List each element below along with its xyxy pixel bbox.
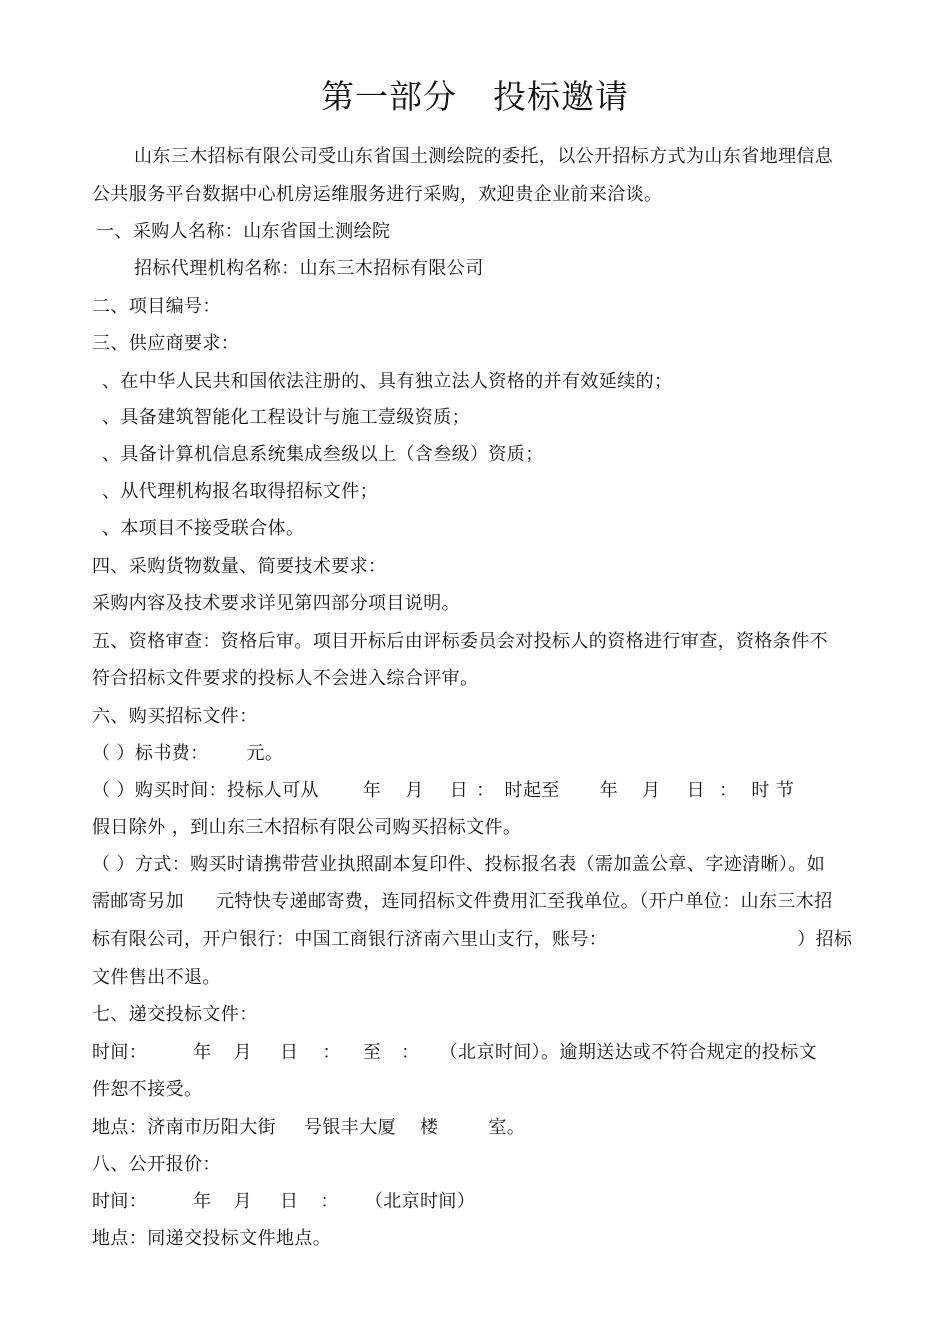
requirement-item: 、从代理机构报名取得招标文件； bbox=[102, 481, 378, 502]
beijing-time-note: （北京时间） bbox=[364, 1191, 476, 1212]
qualification-line-2: 符合招标文件要求的投标人不会进入综合评审。 bbox=[92, 668, 479, 689]
colon: ： bbox=[322, 1042, 341, 1063]
to-label: 至 bbox=[362, 1042, 382, 1063]
beijing-time-note: （北京时间）。逾期送达或不符合规定的投标文 bbox=[439, 1042, 818, 1063]
fee-line bbox=[92, 742, 283, 766]
colon: ： bbox=[476, 780, 495, 801]
year-label: 年 bbox=[362, 780, 382, 801]
purchase-method-line-3 bbox=[92, 928, 852, 952]
month-label: 月 bbox=[642, 780, 661, 801]
opening-time bbox=[92, 1190, 475, 1214]
colon: ： bbox=[718, 780, 738, 801]
page-title bbox=[0, 74, 950, 120]
intro-line-2: 公共服务平台数据中心机房运维服务进行采购，欢迎贵企业前来洽谈。 bbox=[92, 184, 663, 205]
requirement-item: 、具备计算机信息系统集成叁级以上（含叁级）资质； bbox=[102, 444, 544, 465]
year-label: 年 bbox=[193, 1191, 212, 1212]
intro-line-1: 山东三木招标有限公司受山东省国土测绘院的委托，以公开招标方式为山东省地理信息 bbox=[134, 146, 834, 167]
place-room: 室。 bbox=[488, 1117, 526, 1138]
mail-fee-text: 元特快专递邮寄费，连同招标文件费用汇至我单位。（开户单位：山东三木招 bbox=[216, 891, 833, 912]
place-building: 号银丰大厦 bbox=[304, 1117, 396, 1138]
qualification-line-1: 五、资格审查：资格后审。项目开标后由评标委员会对投标人的资格进行审查，资格条件不 bbox=[92, 631, 828, 652]
time-label: 时间： bbox=[92, 1042, 148, 1063]
title-main: 投标邀请 bbox=[493, 77, 629, 116]
time-label: 时间： bbox=[92, 1191, 148, 1212]
purchase-time-line-2: 假日除外 ，到山东三木招标有限公司购买招标文件。 bbox=[92, 817, 522, 838]
day-label: 日 bbox=[280, 1191, 299, 1212]
purchase-docs-heading: 六、购买招标文件： bbox=[92, 706, 258, 727]
submission-place bbox=[92, 1116, 525, 1140]
submission-heading: 七、递交投标文件： bbox=[92, 1004, 258, 1025]
purchase-time-line-1 bbox=[92, 779, 794, 803]
place-street: 地点：济南市历阳大街 bbox=[92, 1117, 276, 1138]
month-label: 月 bbox=[233, 1042, 253, 1063]
project-number-heading: 二、项目编号： bbox=[92, 296, 221, 317]
title-part: 第一部分 bbox=[321, 77, 457, 116]
submission-time-line-1 bbox=[92, 1041, 817, 1065]
day-label: 日 bbox=[280, 1042, 299, 1063]
colon: ： bbox=[401, 1042, 420, 1063]
goods-heading: 四、采购货物数量、简要技术要求： bbox=[92, 556, 387, 577]
purchase-time-label: （ ）购买时间：投标人可从 bbox=[92, 780, 319, 801]
goods-body: 采购内容及技术要求详见第四部分项目说明。 bbox=[92, 593, 460, 614]
month-label: 月 bbox=[233, 1191, 253, 1212]
purchaser-name: 一、采购人名称：山东省国土测绘院 bbox=[96, 221, 391, 242]
requirement-item: 、在中华人民共和国依法注册的、具有独立法人资格的并有效延续的； bbox=[102, 371, 673, 392]
opening-place: 地点：同递交投标文件地点。 bbox=[92, 1228, 332, 1249]
month-label: 月 bbox=[405, 780, 424, 801]
mail-extra-label: 需邮寄另加 bbox=[92, 891, 184, 912]
day-label: 日 bbox=[686, 780, 705, 801]
place-floor: 楼 bbox=[420, 1117, 439, 1138]
supplier-requirements-heading: 三、供应商要求： bbox=[92, 333, 240, 354]
purchase-method-line-1: （ ）方式：购买时请携带营业执照副本复印件、投标报名表（需加盖公章、字迹清晰）。如 bbox=[92, 854, 826, 875]
opening-heading: 八、公开报价： bbox=[92, 1154, 221, 1175]
bank-info: 标有限公司，开户银行：中国工商银行济南六里山支行，账号： bbox=[92, 929, 608, 950]
fee-label: （ ）标书费： bbox=[92, 743, 209, 764]
time-holiday: 时 节 bbox=[751, 780, 795, 801]
submission-time-line-2: 件恕不接受。 bbox=[92, 1079, 203, 1100]
requirement-item: 、具备建筑智能化工程设计与施工壹级资质； bbox=[102, 407, 470, 428]
purchase-method-line-4: 文件售出不退。 bbox=[92, 967, 221, 988]
year-label: 年 bbox=[599, 780, 619, 801]
requirement-item: 、本项目不接受联合体。 bbox=[102, 518, 305, 539]
time-from-to: 时起至 bbox=[504, 780, 560, 801]
agency-name: 招标代理机构名称：山东三木招标有限公司 bbox=[134, 258, 484, 279]
year-label: 年 bbox=[193, 1042, 212, 1063]
purchase-method-line-2 bbox=[92, 890, 833, 914]
day-label: 日 bbox=[449, 780, 469, 801]
fee-unit: 元。 bbox=[246, 743, 284, 764]
bank-info-end: ）招标 bbox=[797, 929, 853, 950]
colon: ： bbox=[320, 1191, 339, 1212]
